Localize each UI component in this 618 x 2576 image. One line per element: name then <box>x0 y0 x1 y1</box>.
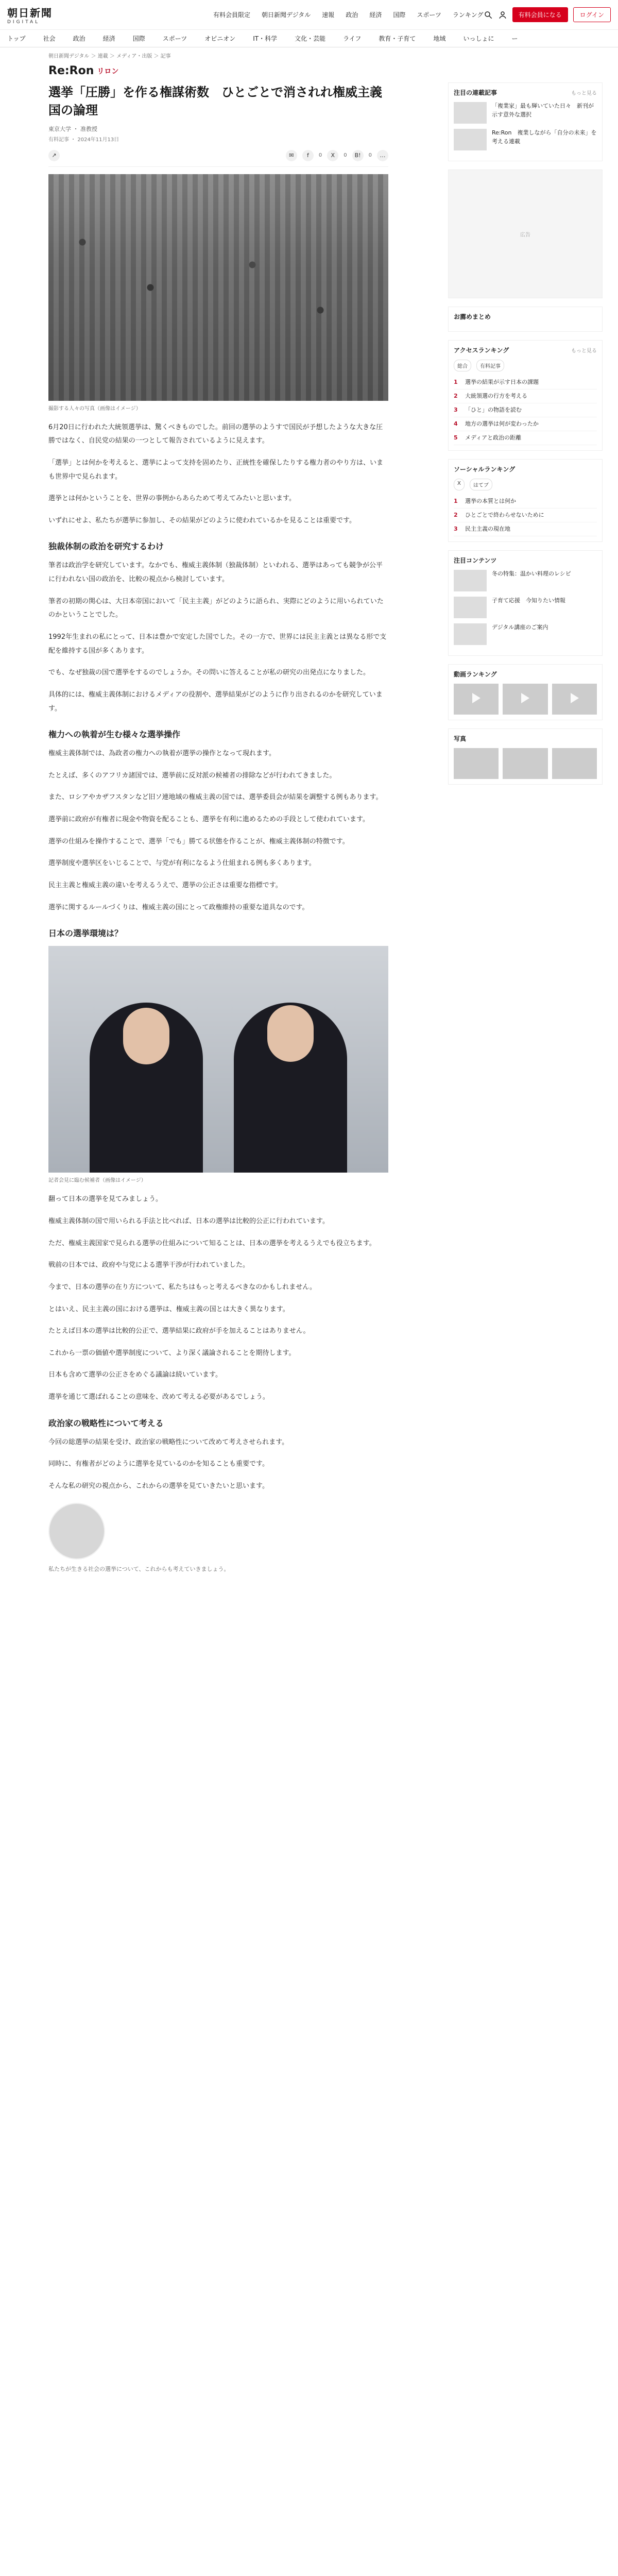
ranking-text: 民主主義の現在地 <box>465 525 510 532</box>
tab-all[interactable]: 総合 <box>454 360 471 371</box>
play-icon <box>571 693 579 703</box>
facebook-icon[interactable]: f <box>302 150 314 161</box>
video-ranking <box>448 664 603 720</box>
paragraph: 戦前の日本では、政府や与党による選挙干渉が行われていました。 <box>48 1261 250 1269</box>
face-right <box>267 1005 314 1062</box>
paragraph: また、ロシアやカザフスタンなど旧ソ連地域の権威主義の国では、選挙委員会が結果を調整する例もあります。 <box>48 793 383 802</box>
login-button[interactable]: ログイン <box>573 7 611 22</box>
nav-world[interactable]: 国際 <box>393 11 406 19</box>
photo-thumb[interactable] <box>503 748 547 779</box>
series-logo[interactable] <box>48 64 388 77</box>
photo-section <box>448 728 603 785</box>
photo-row <box>454 748 597 779</box>
more-icon[interactable]: … <box>377 150 388 161</box>
rank-number: 2 <box>454 511 458 518</box>
secnav-item[interactable]: IT・科学 <box>253 35 278 42</box>
share-count-2: 0 <box>344 152 347 159</box>
share-left <box>48 150 60 161</box>
share-count-1: 0 <box>318 152 322 159</box>
paragraph: 民主主義と権威主義の違いを考えるうえで、選挙の公正さは重要な指標です。 <box>48 882 282 890</box>
secnav-item[interactable]: ライフ <box>343 35 362 42</box>
paragraph: 選挙とは何かということを、世界の事例からあらためて考えてみたいと思います。 <box>48 495 296 503</box>
tab-paid[interactable]: 有料記事 <box>476 360 504 371</box>
rank-number: 5 <box>454 434 458 441</box>
ranking-text: 大統領選の行方を考える <box>465 392 527 399</box>
subscribe-button[interactable]: 有料会員になる <box>512 7 568 22</box>
thumbnail <box>454 570 487 591</box>
more-link[interactable]: もっと見る <box>571 348 597 354</box>
paragraph: 今回の総選挙の結果を受け、政治家の戦略性について改めて考えさせられます。 <box>48 1438 289 1446</box>
rank-number: 1 <box>454 379 458 385</box>
site-logo[interactable] <box>7 5 74 25</box>
paragraph: 筆者の初期の関心は、大日本帝国において「民主主義」がどのように語られ、実際にどのように用いられていたのかということでした。 <box>48 597 384 619</box>
thumbnail <box>454 129 487 150</box>
section-heading: 独裁体制の政治を研究するわけ <box>48 541 164 552</box>
paragraph: いずれにせよ、私たちが選挙に参加し、その結果がどのように使われているかを見ることは重要です。 <box>48 516 356 524</box>
paragraph: 1992年生まれの私にとって、日本は豊かで安定した国でした。その一方で、世界には民主主義とは異なる形で支配を維持する国が多くあります。 <box>48 633 387 655</box>
author-portrait <box>48 1503 105 1560</box>
section-heading: 政治家の戦略性について考える <box>48 1418 164 1428</box>
social-ranking <box>448 459 603 542</box>
nav-premium[interactable]: 有料会員限定 <box>213 11 251 19</box>
logo-line1: 朝日新聞 <box>7 7 53 19</box>
lead-photo[interactable] <box>48 174 388 401</box>
thumbnail <box>454 623 487 645</box>
secnav-item[interactable]: 経済 <box>102 35 115 42</box>
sidebar-featured <box>448 82 603 161</box>
nav-ranking[interactable]: ランキング <box>452 11 484 19</box>
ranking-item[interactable] <box>454 495 597 509</box>
featured-text: 「複業家」最も輝いていた日々 新刊が示す意外な選択 <box>492 103 594 118</box>
paragraph: 選挙に関するルールづくりは、権威主義の国にとって政権維持の重要な道具なのです。 <box>48 903 309 911</box>
secnav-item[interactable]: 地域 <box>433 35 446 42</box>
crowd-image <box>48 174 388 401</box>
secnav-item[interactable]: トップ <box>7 35 26 42</box>
share-bar <box>48 150 388 167</box>
nav-sports[interactable]: スポーツ <box>417 11 441 19</box>
series-logo-ron: リロン <box>97 67 119 76</box>
secnav-item[interactable]: オピニオン <box>204 35 236 42</box>
thumbnail <box>454 597 487 618</box>
ranking-text: 「ひと」の物語を読む <box>465 406 522 413</box>
article-title: 選挙「圧勝」を作る権謀術数 ひとごとで消されれ権威主義国の論理 <box>48 85 382 117</box>
nav-politics[interactable]: 政治 <box>346 11 358 19</box>
featured-item[interactable] <box>454 129 597 150</box>
ranking-item[interactable] <box>454 431 597 445</box>
hatena-icon[interactable]: B! <box>352 150 364 161</box>
paragraph: そんな私の研究の視点から、これからの選挙を見ていきたいと思います。 <box>48 1482 269 1490</box>
paragraph: 選挙制度や選挙区をいじることで、与党が有利になるよう仕組まれる例も多くあります。 <box>48 859 316 868</box>
nav-breaking[interactable]: 速報 <box>322 11 335 19</box>
mail-icon[interactable]: ✉ <box>286 150 297 161</box>
ranking-item[interactable] <box>454 509 597 522</box>
more-link[interactable]: もっと見る <box>571 91 597 96</box>
photo-caption: 撮影する人々の写真（画像はイメージ） <box>48 405 141 412</box>
paragraph: 選挙の仕組みを操作することで、選挙「でも」勝てる状態を作ることが、権威主義体制の特徴です。 <box>48 837 349 845</box>
section-nav <box>0 30 618 47</box>
secnav-item[interactable]: 文化・芸能 <box>295 35 326 42</box>
access-ranking-head <box>454 346 597 354</box>
content-item[interactable] <box>454 570 597 591</box>
secnav-item[interactable]: 社会 <box>43 35 56 42</box>
featured-content-title: 注目コンテンツ <box>454 556 497 564</box>
video-ranking-head <box>454 670 597 679</box>
face-left <box>123 1008 169 1064</box>
section-heading: 日本の選挙環境は？ <box>48 928 123 939</box>
play-icon <box>472 693 480 703</box>
social-ranking-title: ソーシャルランキング <box>454 465 516 473</box>
logo-line2: DIGITAL <box>7 20 40 25</box>
social-tabs <box>454 479 597 490</box>
social-ranking-list <box>454 495 597 536</box>
social-ranking-head <box>454 465 597 473</box>
access-ranking <box>448 340 603 451</box>
share-icon[interactable]: ↗ <box>48 150 60 161</box>
ranking-text: 選挙の本質とは何か <box>465 497 516 504</box>
paragraph: 筆者は政治学を研究しています。なかでも、権威主義体制（独裁体制）といわれる、選挙はあっても競争が公平に行われない国の政治を、比較の視点から検討しています。 <box>48 562 383 584</box>
paragraph: でも、なぜ独裁の国で選挙をするのでしょうか。その問いに答えることが私の研究の出発点になりました。 <box>48 669 370 677</box>
ranking-text: ひとごとで終わらせないために <box>465 511 544 518</box>
article-meta: 有料記事 ・ 2024年11月13日 <box>48 137 119 143</box>
play-icon <box>521 693 529 703</box>
paragraph: 選挙前に政府が有権者に現金や物資を配ることも、選挙を有利に進めるための手段として使われています。 <box>48 816 369 824</box>
ranking-item[interactable] <box>454 389 597 403</box>
video-thumb[interactable] <box>454 684 499 715</box>
paragraph: 権威主義体制の国で用いられる手法と比べれば、日本の選挙は比較的公正に行われています。 <box>48 1217 329 1225</box>
paragraph: たとえば日本の選挙は比較的公正で、選挙結果に政府が手を加えることはありません。 <box>48 1327 310 1335</box>
share-right <box>286 150 388 161</box>
content-item[interactable] <box>454 597 597 618</box>
rank-number: 3 <box>454 406 458 413</box>
paragraph: 日本も含めて選挙の公正さをめぐる議論は続いています。 <box>48 1371 222 1379</box>
share-count-3: 0 <box>368 152 372 159</box>
paragraph: 「選挙」とは何かを考えると、選挙によって支持を固めたり、正統性を確保したりする権力者のやり方は、いまも世界中で見られます。 <box>48 459 384 481</box>
header-actions <box>484 7 611 22</box>
sidebar-featured-head <box>454 88 597 97</box>
content-text: デジタル講座のご案内 <box>492 623 548 631</box>
paragraph: とはいえ、民主主義の国における選挙は、権威主義の国とは大きく異なります。 <box>48 1305 289 1313</box>
video-thumb[interactable] <box>552 684 597 715</box>
ad-slot[interactable]: 広告 <box>448 170 603 298</box>
featured-item[interactable] <box>454 102 597 124</box>
breadcrumb[interactable]: 朝日新聞デジタル ＞ 連載 ＞ メディア・出版 ＞ 記事 <box>48 54 171 59</box>
ranking-text: 地方の選挙は何が変わったか <box>465 420 539 427</box>
secnav-item[interactable]: いっしょに <box>463 35 494 42</box>
sidebar-featured-title: 注目の連載記事 <box>454 89 497 96</box>
sidebar-news-title: お薦めまとめ <box>454 313 491 320</box>
secnav-item[interactable]: 政治 <box>73 35 85 42</box>
site-header <box>0 0 618 30</box>
photo-section-title: 写真 <box>454 735 467 742</box>
sidebar <box>448 82 603 793</box>
photo-thumb[interactable] <box>454 748 499 779</box>
featured-content <box>448 550 603 656</box>
nav-asahi[interactable]: 朝日新聞デジタル <box>262 11 311 19</box>
paragraph: 6月20日に行われた大統領選挙は、驚くべきものでした。前回の選挙のようすで国民が予想したような大きな圧勝ではなく、自民党の結果の一つとして報告されているように見えます。 <box>48 423 383 445</box>
search-icon[interactable] <box>484 10 493 20</box>
rank-number: 2 <box>454 392 458 399</box>
ranking-item[interactable] <box>454 417 597 431</box>
x-icon[interactable]: X <box>327 150 338 161</box>
ranking-item[interactable] <box>454 522 597 536</box>
paragraph: 同時に、有権者がどのように選挙を見ているのかを知ることも重要です。 <box>48 1460 269 1468</box>
ranking-item[interactable] <box>454 403 597 417</box>
paragraph: ただ、権威主義国家で見られる選挙の仕組みについて知ることは、日本の選挙を考えるうえでも役立ちます。 <box>48 1239 376 1247</box>
photo-caption: 記者会見に臨む候補者（画像はイメージ） <box>48 1178 146 1184</box>
access-ranking-title: アクセスランキング <box>454 347 509 354</box>
secnav-item[interactable]: スポーツ <box>162 35 187 42</box>
featured-content-head <box>454 556 597 565</box>
video-thumb[interactable] <box>503 684 547 715</box>
secnav-item[interactable]: ー <box>511 35 518 42</box>
article-author[interactable]: 東京大学 ・ 准教授 <box>48 125 97 132</box>
rank-number: 4 <box>454 420 458 427</box>
access-tabs <box>454 360 597 371</box>
photo-section-head <box>454 734 597 743</box>
rank-number: 1 <box>454 497 458 504</box>
section-heading: 権力への執着が生む様々な選挙操作 <box>48 730 181 740</box>
ranking-text: 選挙の結果が示す日本の課題 <box>465 379 539 385</box>
paragraph: 今まで、日本の選挙の在り方について、私たちはもっと考えるべきなのかもしれません。 <box>48 1283 317 1291</box>
sidebar-news <box>448 307 603 332</box>
paragraph: 権威主義体制では、為政者の権力への執着が選挙の操作となって現れます。 <box>48 750 276 758</box>
secnav-item[interactable]: 教育・子育て <box>379 35 416 42</box>
paragraph: 翻って日本の選挙を見てみましょう。 <box>48 1195 163 1204</box>
article-endnote: 私たちが生きる社会の選挙について、これからも考えていきましょう。 <box>48 1565 230 1572</box>
video-ranking-title: 動画ランキング <box>454 670 497 678</box>
video-row <box>454 684 597 715</box>
series-logo-re: Re:Ron <box>48 64 94 77</box>
top-nav <box>213 10 484 19</box>
paragraph: 具体的には、権威主義体制におけるメディアの役割や、選挙結果がどのように作り出されるのかを研究しています。 <box>48 690 383 713</box>
featured-text: Re:Ron 複業しながら「自分の未来」を考える連載 <box>492 129 597 145</box>
thumbnail <box>454 102 487 124</box>
content-item[interactable] <box>454 623 597 645</box>
article-main <box>48 52 388 1573</box>
secnav-item[interactable]: 国際 <box>132 35 145 42</box>
content-text: 子育て応援 今知りたい情報 <box>492 597 565 604</box>
nav-economy[interactable]: 経済 <box>369 11 382 19</box>
press-photo[interactable] <box>48 946 388 1173</box>
paragraph: たとえば、多くのアフリカ諸国では、選挙前に反対派の候補者の排除などが行われてきました。 <box>48 771 336 779</box>
ranking-item[interactable] <box>454 376 597 389</box>
user-icon[interactable] <box>498 10 507 20</box>
content-text: 冬の特集：温かい料理のレシピ <box>492 570 571 577</box>
paragraph: 選挙を通じて選ばれることの意味を、改めて考える必要があるでしょう。 <box>48 1393 269 1401</box>
access-ranking-list <box>454 376 597 445</box>
tab-hatena[interactable]: はてブ <box>470 479 492 490</box>
paragraph: これから一票の価値や選挙制度について、より深く議論されることを期待します。 <box>48 1349 296 1357</box>
photo-thumb[interactable] <box>552 748 597 779</box>
rank-number: 3 <box>454 525 458 532</box>
sidebar-news-head <box>454 312 597 321</box>
ranking-text: メディアと政治の距離 <box>465 434 522 441</box>
tab-x[interactable]: X <box>454 479 465 490</box>
